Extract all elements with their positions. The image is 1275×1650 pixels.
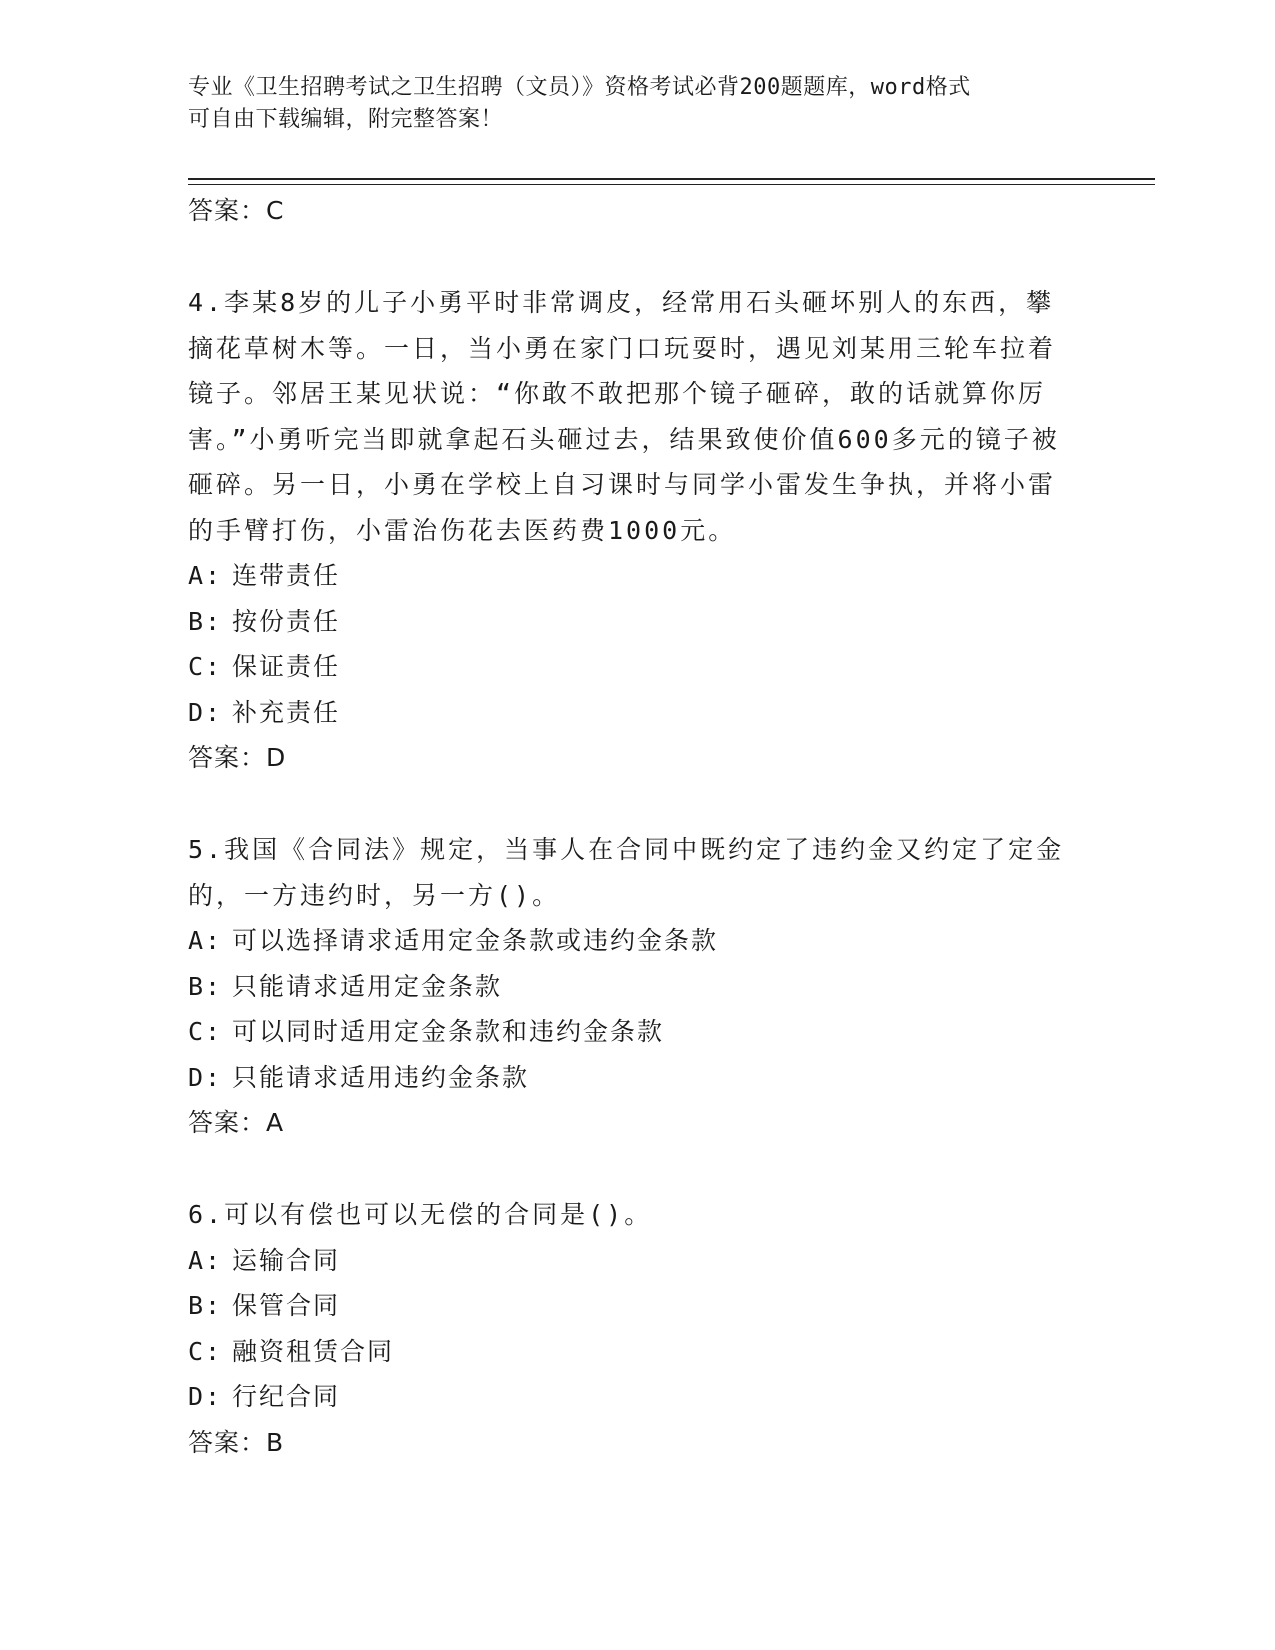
question-4-option-b xyxy=(188,599,1068,645)
question-6-option-c xyxy=(188,1329,1068,1375)
question-6-answer: 答案：B xyxy=(188,1427,285,1457)
question-4-option-c xyxy=(188,644,1068,690)
header-rule-thin xyxy=(188,184,1155,185)
header-title-line-1: 专业《卫生招聘考试之卫生招聘（文员）》资格考试必背200题题库，word格式 xyxy=(188,75,971,100)
question-6-option-b xyxy=(188,1283,1068,1329)
spacer xyxy=(188,234,1068,280)
spacer xyxy=(188,781,1068,827)
question-5-option-a xyxy=(188,918,1068,964)
option-letter: C: xyxy=(188,652,223,681)
document-header xyxy=(188,72,1088,136)
question-6-option-d xyxy=(188,1374,1068,1420)
header-title-line-2: 可自由下载编辑，附完整答案！ xyxy=(188,107,504,132)
option-text: 行纪合同 xyxy=(232,1382,341,1411)
question-4-answer: 答案：D xyxy=(188,743,287,772)
option-text: 保证责任 xyxy=(232,652,341,681)
question-6-option-a xyxy=(188,1238,1068,1284)
option-text: 可以选择请求适用定金条款或违约金条款 xyxy=(232,926,719,955)
option-letter: D: xyxy=(188,697,223,727)
option-text: 只能请求适用违约金条款 xyxy=(232,1062,530,1092)
option-letter: A: xyxy=(188,926,223,955)
question-5-answer: 答案：A xyxy=(188,1108,285,1137)
option-text: 保管合同 xyxy=(232,1291,341,1320)
option-letter: A: xyxy=(188,561,223,590)
question-5-option-d xyxy=(188,1055,1068,1101)
option-letter: B: xyxy=(188,1291,223,1320)
option-text: 可以同时适用定金条款和违约金条款 xyxy=(232,1017,665,1046)
option-letter: A: xyxy=(188,1245,223,1275)
option-letter: C: xyxy=(188,1336,223,1366)
question-5-option-b xyxy=(188,964,1068,1010)
header-rule-thick xyxy=(188,178,1155,180)
question-5-option-c xyxy=(188,1009,1068,1055)
question-list xyxy=(188,188,1068,1466)
question-4-option-d xyxy=(188,690,1068,736)
question-4-text: 4.李某8岁的儿子小勇平时非常调皮，经常用石头砸坏别人的东西，攀摘花草树木等。一日，当小勇在家门口玩耍时，遇见刘某用三轮车拉着镜子。邻居王某见状说：“你敢不敢把那个镜子砸碎，敢的话就算你厉害。”小勇听完当即就拿起石头砸过去，结果致使价值600多元的镜子被砸碎。另一日，小勇在学校上自习课时与同学小雷发生争执，并将小雷的手臂打伤，小雷治伤花去医药费1000元。 xyxy=(188,288,1060,545)
option-text: 融资租赁合同 xyxy=(232,1336,395,1366)
option-letter: B: xyxy=(188,971,223,1001)
spacer xyxy=(188,1146,1068,1192)
question-4-option-a xyxy=(188,553,1068,599)
option-text: 补充责任 xyxy=(232,697,341,727)
option-letter: B: xyxy=(188,606,223,636)
option-letter: D: xyxy=(188,1382,223,1411)
question-6-text: 6.可以有偿也可以无偿的合同是()。 xyxy=(188,1200,653,1229)
option-text: 运输合同 xyxy=(232,1245,341,1275)
option-text: 按份责任 xyxy=(232,606,341,636)
option-text: 连带责任 xyxy=(232,561,341,590)
previous-answer: 答案：C xyxy=(188,196,285,225)
question-5-text: 5.我国《合同法》规定，当事人在合同中既约定了违约金又约定了定金的，一方违约时，另一方()。 xyxy=(188,835,1065,910)
option-letter: D: xyxy=(188,1062,223,1092)
option-letter: C: xyxy=(188,1017,223,1046)
option-text: 只能请求适用定金条款 xyxy=(232,971,503,1001)
